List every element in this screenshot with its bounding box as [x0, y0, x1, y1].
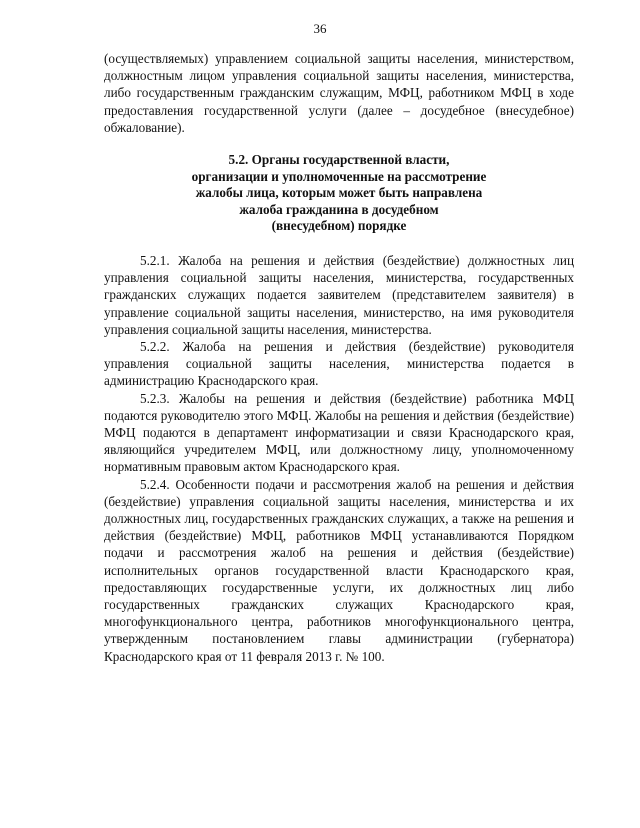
page-number: 36	[313, 21, 327, 36]
document-body	[104, 50, 574, 665]
heading-line: организации и уполномоченные на рассмотрение	[191, 168, 487, 184]
heading-line: 5.2. Органы государственной власти,	[228, 152, 450, 168]
paragraph-5-2-1: 5.2.1. Жалоба на решения и действия (бездействие) должностных лиц управления социальной защиты населения, министерства, государственных гражданских служащих подается заявителем (представителем заявителя) в управление социальной защиты населения, министерство, на имя руководителя управления социальной защиты населения, министерства.	[104, 252, 574, 337]
paragraph-5-2-4: 5.2.4. Особенности подачи и рассмотрения жалоб на решения и действия (бездействие) управления социальной защиты населения, министерства и их должностных лиц, государственных гражданских служащих, а также на решения и действия (бездействие) МФЦ, работников МФЦ устанавливаются Порядком подачи и рассмотрения жалоб на решения и действия (бездействие) исполнительных органов государственной власти Краснодарского края, предоставляющих государственные услуги, их должностных лиц либо государственных гражданских служащих Краснодарского края, многофункционального центра, работников многофункционального центра, утвержденным постановлением главы администрации (губернатора) Краснодарского края от 11 февраля 2013 г. № 100.	[104, 476, 574, 664]
intro-paragraph: (осуществляемых) управлением социальной защиты населения, министерством, должностным лицом управления социальной защиты населения, министерства, либо государственным гражданским служащим, МФЦ, работником МФЦ в ходе предоставления государственной услуги (далее – досудебное (внесудебное) обжалование).	[104, 51, 574, 135]
paragraph-5-2-2: 5.2.2. Жалоба на решения и действия (бездействие) руководителя управления социальной защиты населения, министерства подается в администрацию Краснодарского края.	[104, 339, 574, 389]
section-heading	[104, 152, 574, 235]
heading-line: (внесудебном) порядке	[271, 218, 407, 234]
heading-line: жалобы лица, которым может быть направлена	[195, 185, 483, 201]
heading-line: жалоба гражданина в досудебном	[239, 201, 439, 217]
paragraph-5-2-3: 5.2.3. Жалобы на решения и действия (бездействие) работника МФЦ подаются руководителю этого МФЦ. Жалобы на решения и действия (бездействие) МФЦ подаются в департамент информатизации и связи Краснодарского края, являющийся учредителем МФЦ, или должностному лицу, уполномоченному нормативным правовым актом Краснодарского края.	[104, 390, 574, 475]
